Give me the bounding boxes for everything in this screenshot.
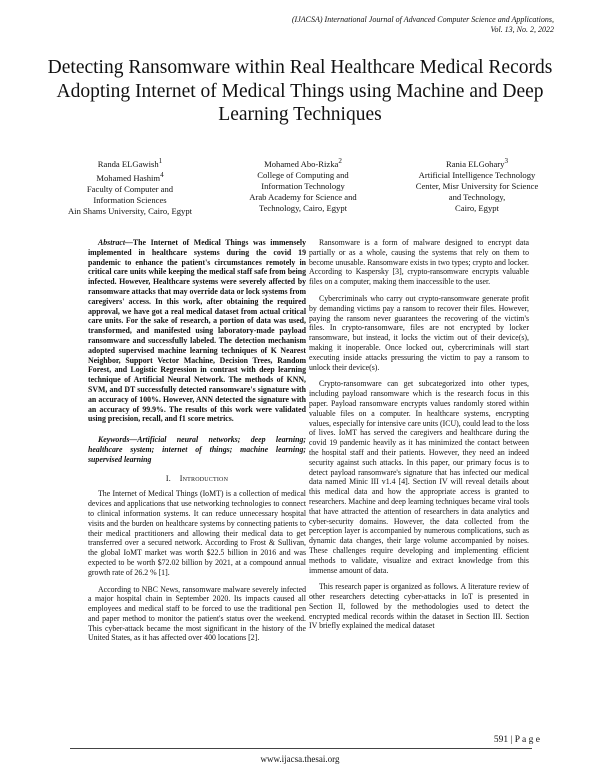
author-column-1 <box>40 156 220 217</box>
author-superscript: 1 <box>158 157 163 165</box>
abstract <box>88 238 306 424</box>
affiliation-line: College of Computing and <box>257 169 349 180</box>
journal-volume: Vol. 13, No. 2, 2022 <box>490 25 554 34</box>
author-column-2 <box>223 156 383 214</box>
paper-title: Detecting Ransomware within Real Healthcare Medical Records Adopting Internet of Medical Things using Machine and Deep Learning Techniques <box>47 57 553 125</box>
affiliation-line: Arab Academy for Science and <box>249 191 357 202</box>
author-name: Randa ELGawish <box>97 158 159 169</box>
affiliation-line: Cairo, Egypt <box>455 202 499 213</box>
paragraph: Crypto-ransomware can get subcategorized into other types, including payload ransomware which is the research focus in this paper. Payload ransomware encrypts values randomly stored within valuable files on a computer. In healthcare systems, encrypting values, especially for intensive care units (ICU), could lead to the loss of lives. IoMT has served the caregivers and healthcare during the covid 19 pandemic heavily as it has minimized the contact between the hospital staff and their patients. However, they need an indeed security against such attacks. In this paper, our primary focus is to detect payload ransomware's signature that has infected our medical data named Minic III v1.4 [4]. Section IV will reveal details about this medical data and how the appropriate access is granted to researchers. Machine and deep learning techniques became viral tools that have attracted the attention of researchers in data analytics and cyber-security domains. However, the data collected from the perception layer is accompanied by numerous complications, such as dynamic data changes, their large volume accompanied by noises. These challenges require developing and implementing efficient methods to validate, visualize and extract knowledge from this immense amount of data. <box>309 379 529 575</box>
author-name: Mohamed Abo-Rizka <box>264 158 339 169</box>
author-superscript: 3 <box>504 157 509 165</box>
affiliation-line: Artificial Intelligence Technology <box>418 169 536 180</box>
abstract-text: —The Internet of Medical Things was immensely implemented in healthcare systems during the covid 19 pandemic to enhance the patient's circumstances remotely in critical care units while keeping the medical staff safe from being infected. However, Healthcare systems were severely affected by ransomware attacks that may override data or lock systems from caregivers' access. In this work, after obtaining the required approval, we have got a real medical dataset from actual critical care units. For the sake of research, a portion of data was used, transformed, and manifested using laboratory-made payload ransomware and successfully labeled. The detection mechanism adopted supervised machine learning techniques of K Nearest Neighbor, Support Vector Machine, Decision Trees, Random Forest, and Logistic Regression in contrast with deep learning technique of Artificial Neural Network. The methods of KNN, SVM, and DT successfully detected ransomware's signature with an accuracy of 100%. However, ANN detected the signature with an accuracy of 99.9%. The results of this work were validated using precision, recall, and f1 score metrics. <box>88 238 306 424</box>
paragraph: The Internet of Medical Things (IoMT) is a collection of medical devices and applications that use networking technologies to connect to clinical information systems. It can reduce unnecessary hospital visits and the burden on healthcare systems by connecting patients to their medical practitioners and allowing their medical data to get transferred over a secured network. According to Frost & Sullivan, the global IoMT market was worth $22.5 billion in 2016 and was expected to be worth $72.02 billion by 2021, at a compound annual growth rate of 26.2 % [1]. <box>88 489 306 577</box>
keywords: Keywords—Artificial neural networks; deep learning; healthcare system; internet of things; machine learning; supervised learning <box>88 435 306 464</box>
right-column <box>309 238 529 638</box>
paragraph: According to NBC News, ransomware malware severely infected a major hospital chain in September 2020. Its impacts caused all employees and medical staff to be forced to use the traditional pen and paper method to monitor the patient's status over the weekend. This cyber-attack became the most significant in the history of the United States, as it has affected over 400 locations [2]. <box>88 584 306 643</box>
paragraph: This research paper is organized as follows. A literature review of other researchers detecting cyber-attacks in IoT is presented in Section II, followed by the methodologies used to detect the encrypted medical records within the dataset in Section III. Section IV briefly explained the medical dataset <box>309 582 529 631</box>
section-title: Introduction <box>179 473 229 483</box>
paragraph: Cybercriminals who carry out crypto-ransomware generate profit by demanding victims pay a ransom to recover their files. However, paying the ransom never guarantees the recovering of the victim's files. In crypto-ransomware, files are not encrypted by locker ransomware, but instead, it locks the victim out of their device(s), making it inoperable. Once locked out, cybercriminals will start executing inside attacks pressuring the victim to pay a ransom to unlock their device(s). <box>309 293 529 372</box>
affiliation-line: Technology, Cairo, Egypt <box>258 202 348 213</box>
affiliation-line: Faculty of Computer and <box>86 183 174 194</box>
footer-divider <box>70 748 532 749</box>
author-name: Rania ELGohary <box>445 158 505 169</box>
left-column <box>88 238 306 650</box>
journal-name: (IJACSA) International Journal of Advanced Computer Science and Applications, <box>291 15 554 24</box>
affiliation-line: Information Sciences <box>93 194 167 205</box>
author-name: Mohamed Hashim <box>96 172 161 183</box>
author-block <box>40 156 560 220</box>
paragraph: Ransomware is a form of malware designed to encrypt data partially or as a whole, causing the systems that rely on them to become unusable. Ransomware exists in two types; crypto and locker. According to Kaspersky [3], crypto-ransomware encrypts valuable files on a computer, making them inaccessible to the user. <box>309 238 529 287</box>
abstract-label: Abstract <box>98 238 126 247</box>
author-superscript: 4 <box>160 170 164 179</box>
author-superscript: 2 <box>338 157 342 165</box>
affiliation-line: and Technology, <box>448 191 506 202</box>
footer-url: www.ijacsa.thesai.org <box>260 754 340 764</box>
affiliation-line: Center, Misr University for Science <box>415 180 539 191</box>
section-heading <box>88 474 306 484</box>
journal-header <box>194 15 554 35</box>
affiliation-line: Ain Shams University, Cairo, Egypt <box>67 205 193 216</box>
section-number: I. <box>165 473 171 483</box>
author-column-3 <box>392 156 562 214</box>
affiliation-line: Information Technology <box>261 180 345 191</box>
page-number: 591 | P a g e <box>493 735 540 745</box>
